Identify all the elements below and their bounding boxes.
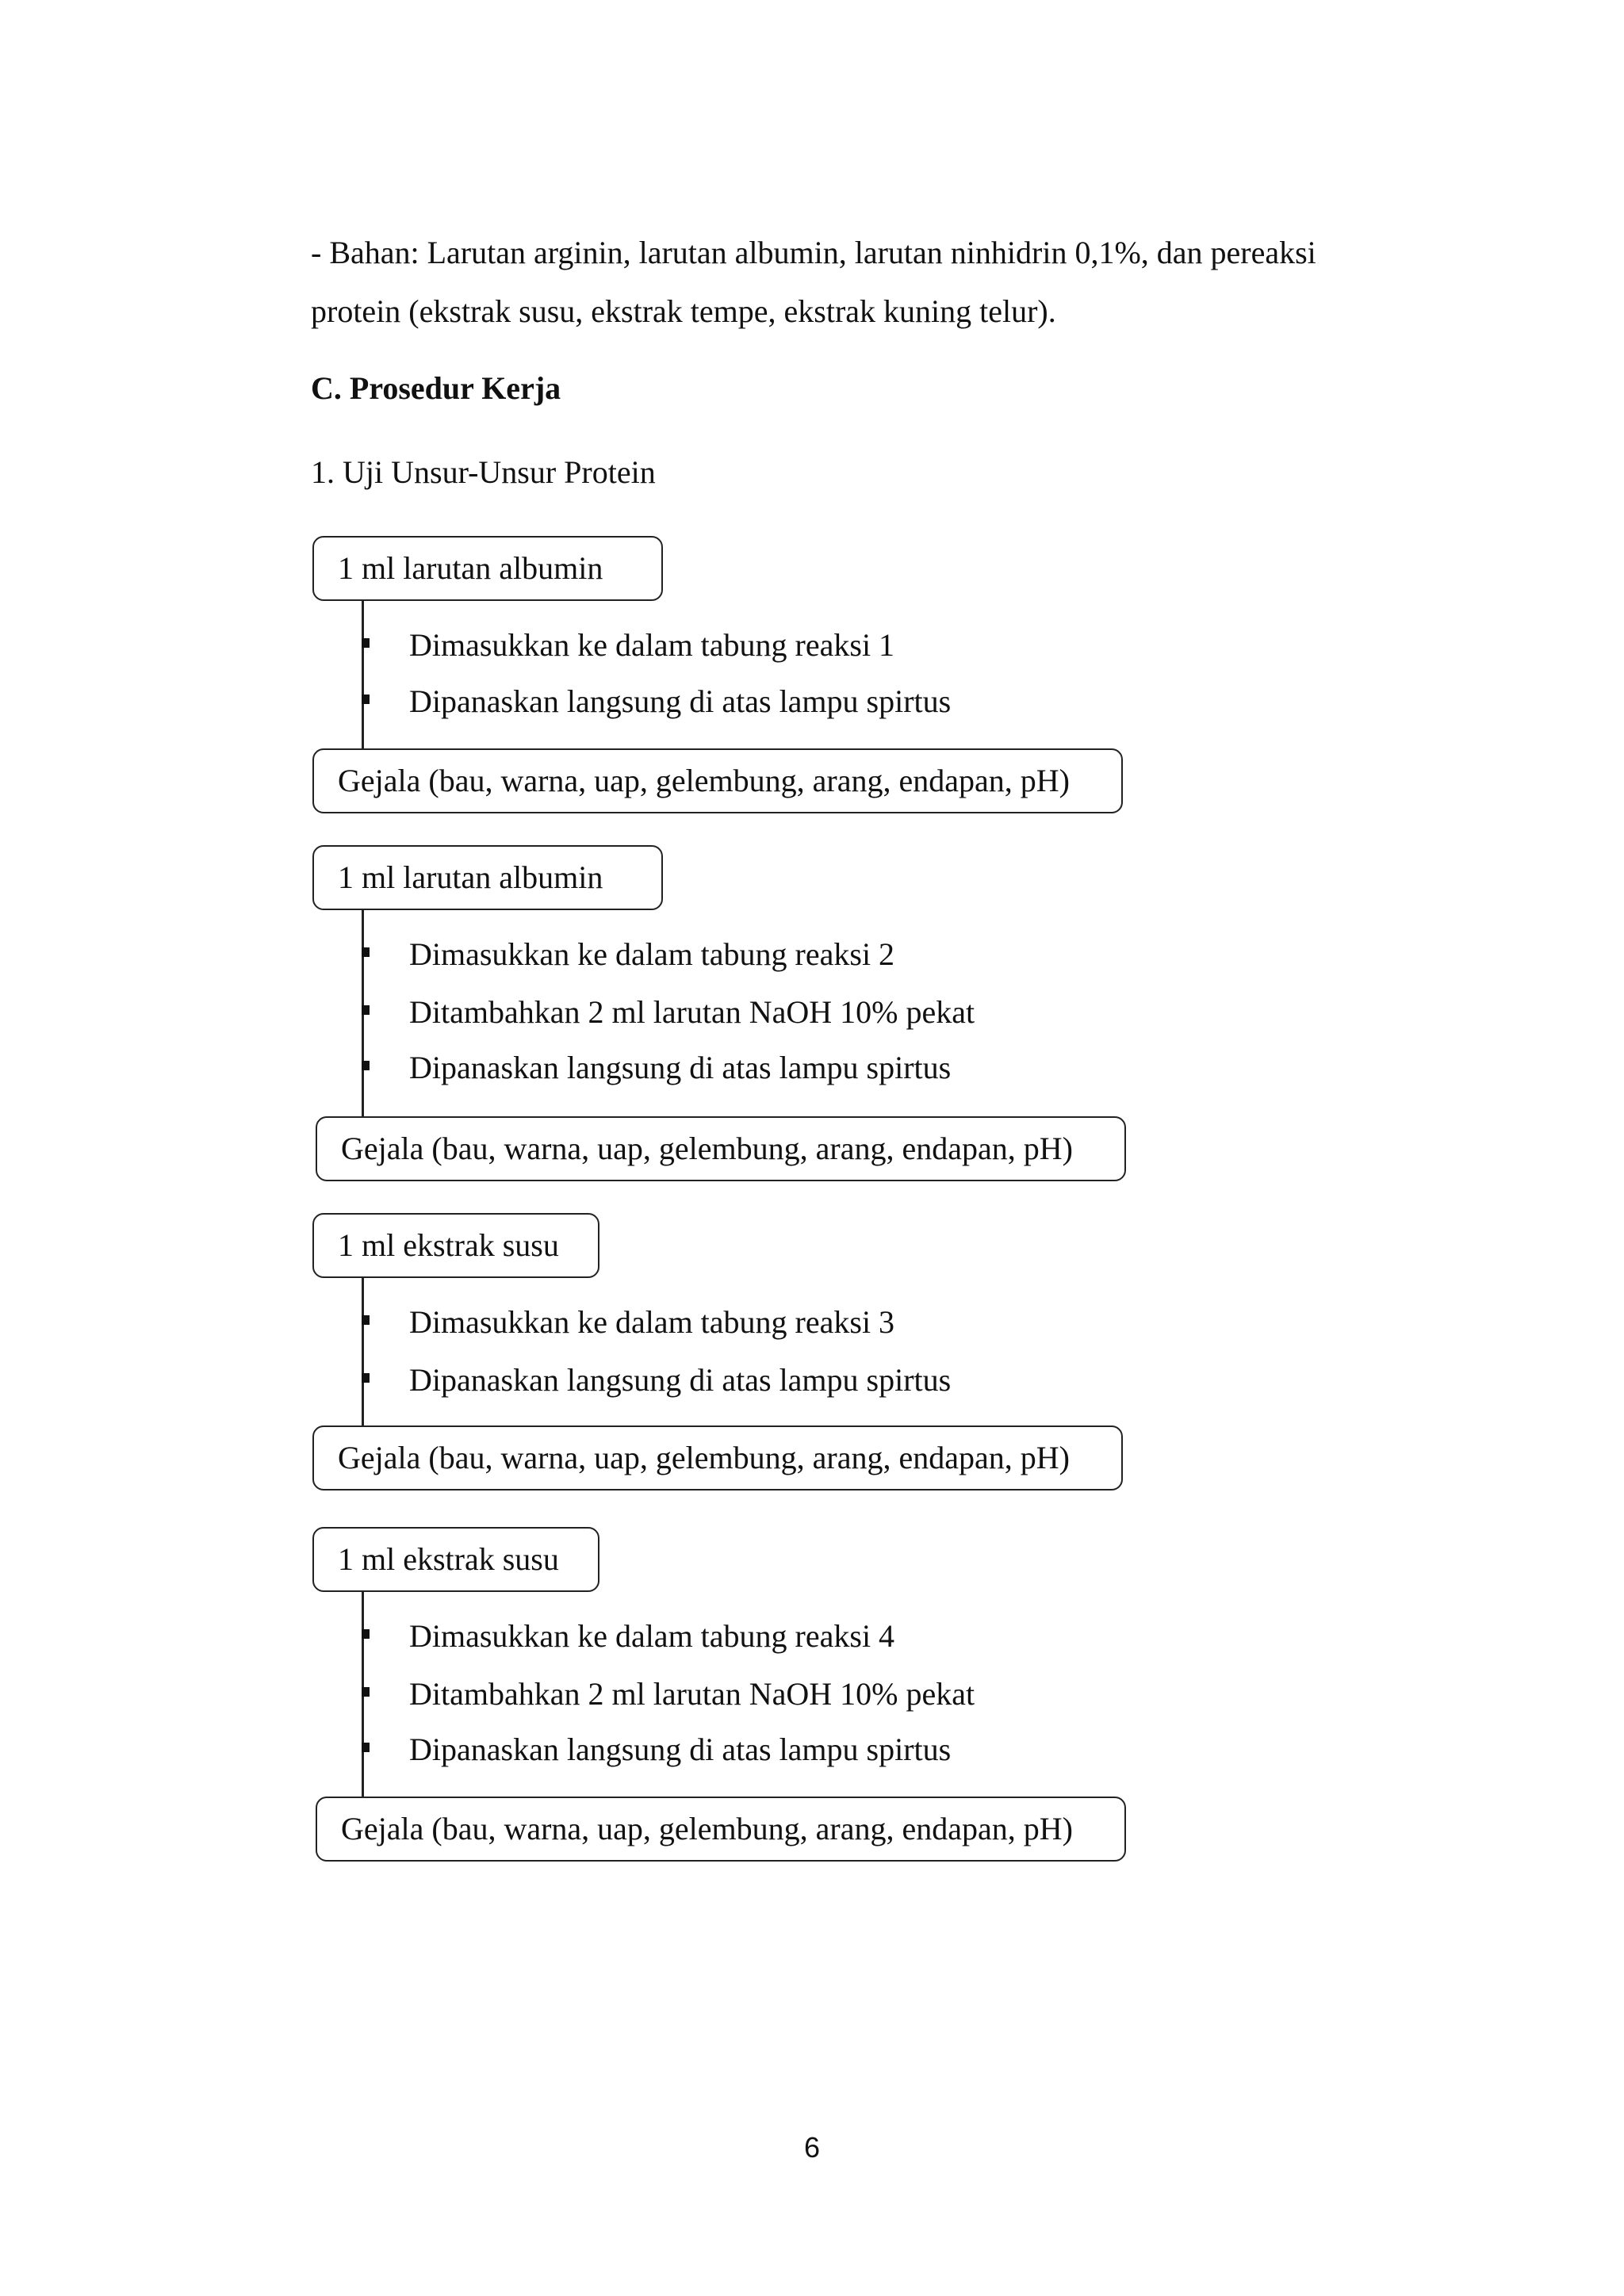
input-box: 1 ml ekstrak susu xyxy=(312,1527,599,1592)
bullet-icon xyxy=(362,695,370,704)
materials-line-1: - Bahan: Larutan arginin, larutan albumin, larutan ninhidrin 0,1%, dan pereaksi xyxy=(311,235,1316,270)
step-text: Dipanaskan langsung di atas lampu spirtus xyxy=(409,1362,952,1398)
bullet-icon xyxy=(362,1005,370,1015)
connector-line xyxy=(362,601,364,748)
bullet-icon xyxy=(362,1061,370,1070)
bullet-icon xyxy=(362,947,370,957)
subsection-title: 1. Uji Unsur-Unsur Protein xyxy=(311,454,656,490)
bullet-icon xyxy=(362,1687,370,1697)
output-box: Gejala (bau, warna, uap, gelembung, arang, endapan, pH) xyxy=(312,1425,1123,1490)
materials-line-2: protein (ekstrak susu, ekstrak tempe, ekstrak kuning telur). xyxy=(311,293,1056,329)
bullet-icon xyxy=(362,1315,370,1325)
step-text: Dipanaskan langsung di atas lampu spirtus xyxy=(409,683,952,719)
step-text: Dimasukkan ke dalam tabung reaksi 3 xyxy=(409,1304,895,1340)
section-heading: C. Prosedur Kerja xyxy=(311,370,561,406)
output-box: Gejala (bau, warna, uap, gelembung, arang, endapan, pH) xyxy=(312,748,1123,813)
step-text: Dipanaskan langsung di atas lampu spirtus xyxy=(409,1050,952,1085)
output-box: Gejala (bau, warna, uap, gelembung, arang, endapan, pH) xyxy=(316,1797,1126,1862)
step-text: Dipanaskan langsung di atas lampu spirtus xyxy=(409,1732,952,1767)
step-text: Ditambahkan 2 ml larutan NaOH 10% pekat xyxy=(409,994,975,1030)
input-box: 1 ml ekstrak susu xyxy=(312,1213,599,1278)
output-box: Gejala (bau, warna, uap, gelembung, arang, endapan, pH) xyxy=(316,1116,1126,1181)
step-text: Dimasukkan ke dalam tabung reaksi 2 xyxy=(409,936,895,972)
step-text: Dimasukkan ke dalam tabung reaksi 4 xyxy=(409,1618,895,1654)
input-box: 1 ml larutan albumin xyxy=(312,845,663,910)
bullet-icon xyxy=(362,1743,370,1752)
bullet-icon xyxy=(362,1373,370,1383)
step-text: Ditambahkan 2 ml larutan NaOH 10% pekat xyxy=(409,1676,975,1712)
bullet-icon xyxy=(362,1629,370,1639)
step-text: Dimasukkan ke dalam tabung reaksi 1 xyxy=(409,627,895,663)
bullet-icon xyxy=(362,638,370,648)
connector-line xyxy=(362,1278,364,1425)
page-number: 6 xyxy=(803,2131,821,2164)
input-box: 1 ml larutan albumin xyxy=(312,536,663,601)
